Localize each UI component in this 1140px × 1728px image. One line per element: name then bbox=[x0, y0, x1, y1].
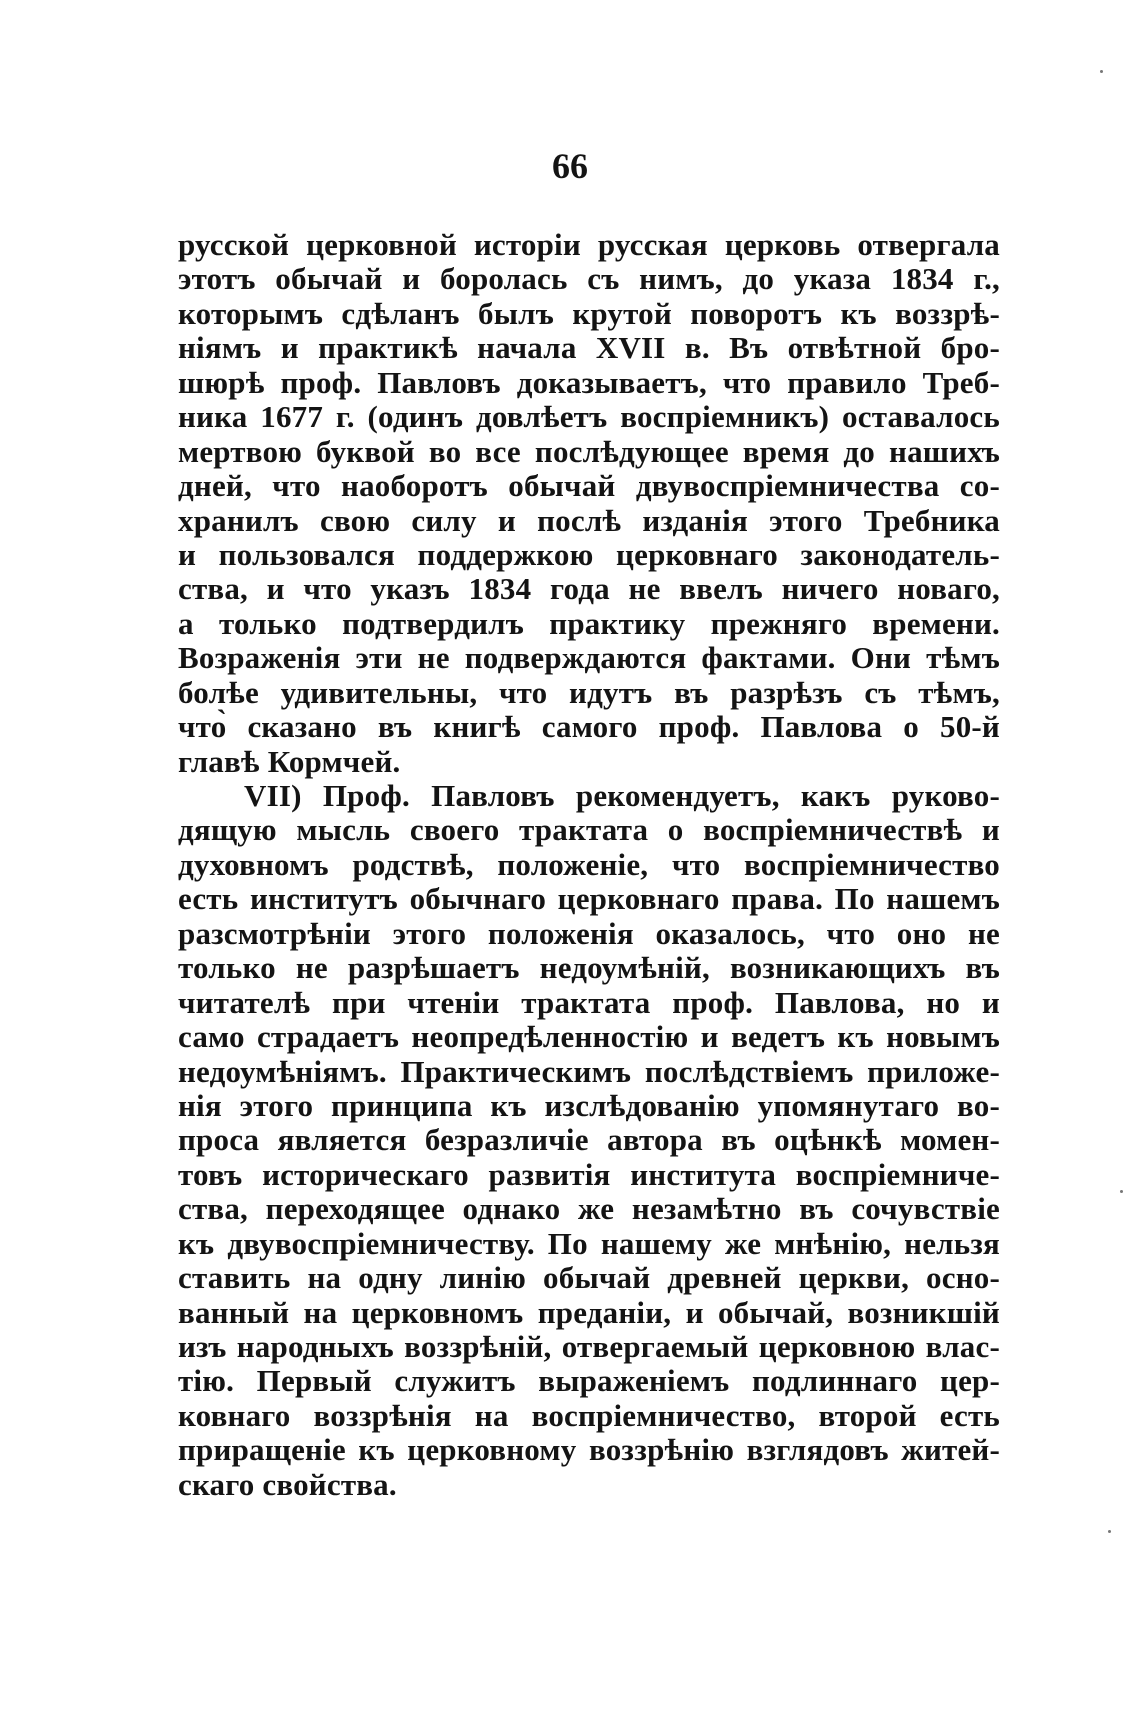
text-line: читателѣ при чтеніи трактата проф. Павлова, но и bbox=[178, 984, 1000, 1020]
text-line: изъ народныхъ воззрѣній, отвергаемый церковною влас- bbox=[178, 1329, 1000, 1364]
text-line: болѣе удивительны, что идутъ въ разрѣзъ съ тѣмъ, bbox=[178, 674, 1000, 710]
paragraph-start-line: VII) Проф. Павловъ рекомендуетъ, какъ руково- bbox=[244, 778, 1000, 813]
text-line: само страдаетъ неопредѣленностію и ведетъ къ новымъ bbox=[178, 1019, 1000, 1055]
text-line: проса является безразличіе автора въ оцѣнкѣ момен- bbox=[178, 1122, 1000, 1158]
text-line: ставить на одну линію обычай древней церкви, осно- bbox=[178, 1260, 1000, 1296]
text-line: разсмотрѣніи этого положенія оказалось, что оно не bbox=[178, 915, 1000, 951]
text-line: недоумѣніямъ. Практическимъ послѣдствіемъ приложе- bbox=[178, 1053, 1000, 1089]
text-line: дней, что наоборотъ обычай двувоспріемничества со- bbox=[178, 468, 1000, 504]
text-line: ніямъ и практикѣ начала XVII в. Въ отвѣтной бро- bbox=[178, 330, 1000, 366]
text-line: ванный на церковномъ преданіи, и обычай, возникшій bbox=[178, 1294, 1000, 1330]
text-line: этотъ обычай и боролась съ нимъ, до указа 1834 г., bbox=[178, 261, 1000, 297]
page-number: 66 bbox=[552, 146, 588, 186]
text-line: тію. Первый служитъ выраженіемъ подлиннаго цер- bbox=[178, 1363, 1000, 1399]
text-line: ства, переходящее однако же незамѣтно въ сочувствіе bbox=[178, 1191, 1000, 1227]
text-line: шюрѣ проф. Павловъ доказываетъ, что правило Треб- bbox=[178, 364, 1000, 400]
text-line: Возраженія эти не подверждаются фактами. Они тѣмъ bbox=[178, 640, 1000, 676]
paragraph-end-line: скаго свойства. bbox=[178, 1466, 397, 1502]
scan-speck bbox=[1120, 1190, 1123, 1193]
text-line: дящую мысль своего трактата о воспріемничествѣ и bbox=[178, 812, 1000, 848]
page-body-text bbox=[178, 228, 1000, 1502]
paragraph-end-line: главѣ Кормчей. bbox=[178, 743, 401, 779]
text-line: а только подтвердилъ практику прежняго времени. bbox=[178, 605, 1000, 641]
text-line: мертвою буквой во все послѣдующее время до нашихъ bbox=[178, 433, 1000, 469]
text-line: только не разрѣшаетъ недоумѣній, возникающихъ въ bbox=[178, 950, 1000, 986]
text-line: есть институтъ обычнаго церковнаго права. По нашемъ bbox=[178, 881, 1000, 917]
text-line: приращеніе къ церковному воззрѣнію взглядовъ житей- bbox=[178, 1432, 1000, 1468]
text-line: русской церковной исторіи русская церковь отвергала bbox=[178, 227, 1000, 262]
text-line: ковнаго воззрѣнія на воспріемничество, второй есть bbox=[178, 1397, 1000, 1433]
text-line: духовномъ родствѣ, положеніе, что воспріемничество bbox=[178, 846, 1000, 882]
text-line: ства, и что указъ 1834 года не ввелъ ничего новаго, bbox=[178, 571, 1000, 607]
text-line: къ двувоспріемничеству. По нашему же мнѣнію, нельзя bbox=[178, 1225, 1000, 1261]
text-line: товъ историческаго развитія института воспріемниче- bbox=[178, 1156, 1000, 1192]
text-line: которымъ сдѣланъ былъ крутой поворотъ къ воззрѣ- bbox=[178, 295, 1000, 331]
scan-speck bbox=[1100, 70, 1103, 73]
text-line: ника 1677 г. (одинъ довлѣетъ воспріемникъ) оставалось bbox=[178, 399, 1000, 435]
text-line: что̀ сказано въ книгѣ самого проф. Павлова о 50-й bbox=[178, 709, 1000, 745]
text-line: хранилъ свою силу и послѣ изданія этого Требника bbox=[178, 502, 1000, 538]
text-line: и пользовался поддержкою церковнаго законодатель- bbox=[178, 536, 1000, 572]
scan-speck bbox=[1108, 1530, 1111, 1533]
text-line: нія этого принципа къ изслѣдованію упомянутаго во- bbox=[178, 1087, 1000, 1123]
